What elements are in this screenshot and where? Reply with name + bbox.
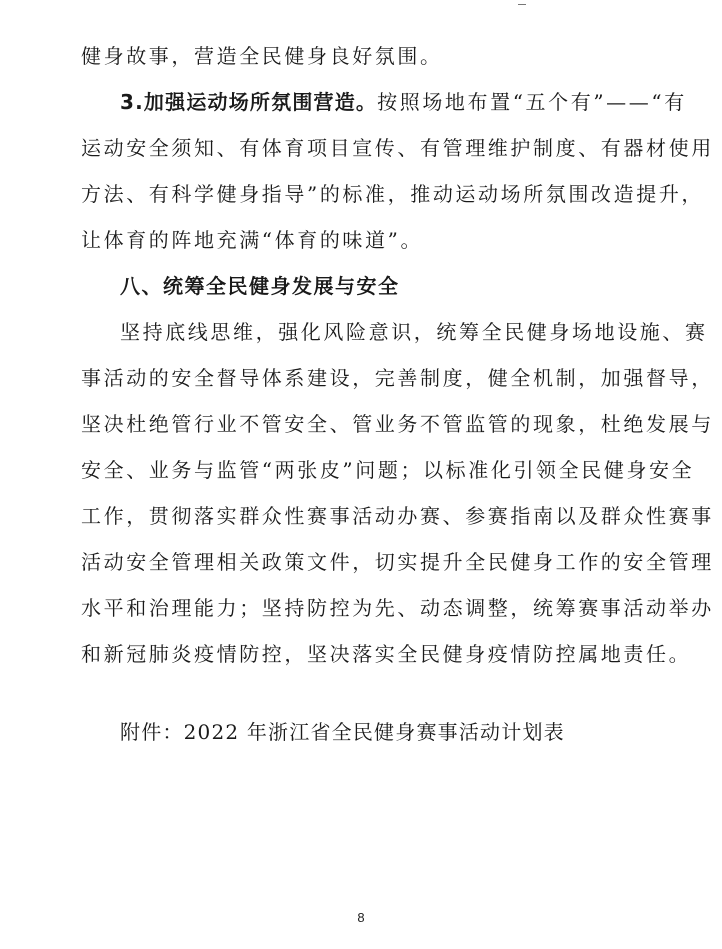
attachment-line: 附件：2022 年浙江省全民健身赛事活动计划表 xyxy=(120,720,565,744)
paragraph-line: 水平和治理能力；坚持防控为先、动态调整，统筹赛事活动举办 xyxy=(81,596,714,620)
paragraph-line: 事活动的安全督导体系建设，完善制度，健全机制，加强督导， xyxy=(81,366,714,390)
paragraph-line: 活动安全管理相关政策文件，切实提升全民健身工作的安全管理 xyxy=(81,550,714,574)
paragraph-line: 和新冠肺炎疫情防控，坚决落实全民健身疫情防控属地责任。 xyxy=(81,642,692,666)
subsection-line xyxy=(120,88,700,116)
paragraph-line: 工作，贯彻落实群众性赛事活动办赛、参赛指南以及群众性赛事 xyxy=(81,504,714,528)
paragraph-line: 健身故事，营造全民健身良好氛围。 xyxy=(81,44,443,68)
page-top-mark xyxy=(518,0,526,5)
paragraph-line: 运动安全须知、有体育项目宣传、有管理维护制度、有器材使用 xyxy=(81,136,714,160)
paragraph-line: 让体育的阵地充满“体育的味道”。 xyxy=(81,228,424,252)
section-heading: 八、统筹全民健身发展与安全 xyxy=(120,274,400,298)
subsection-text: 按照场地布置“五个有”——“有 xyxy=(377,90,687,114)
page-number: 8 xyxy=(357,910,365,925)
paragraph-line: 方法、有科学健身指导”的标准，推动运动场所氛围改造提升， xyxy=(81,182,705,206)
paragraph-line: 坚持底线思维，强化风险意识，统筹全民健身场地设施、赛 xyxy=(120,320,708,344)
paragraph-line: 坚决杜绝管行业不管安全、管业务不管监管的现象，杜绝发展与 xyxy=(81,412,714,436)
subsection-title: 3.加强运动场所氛围营造。 xyxy=(120,90,378,114)
paragraph-line: 安全、业务与监管“两张皮”问题；以标准化引领全民健身安全 xyxy=(81,458,695,482)
